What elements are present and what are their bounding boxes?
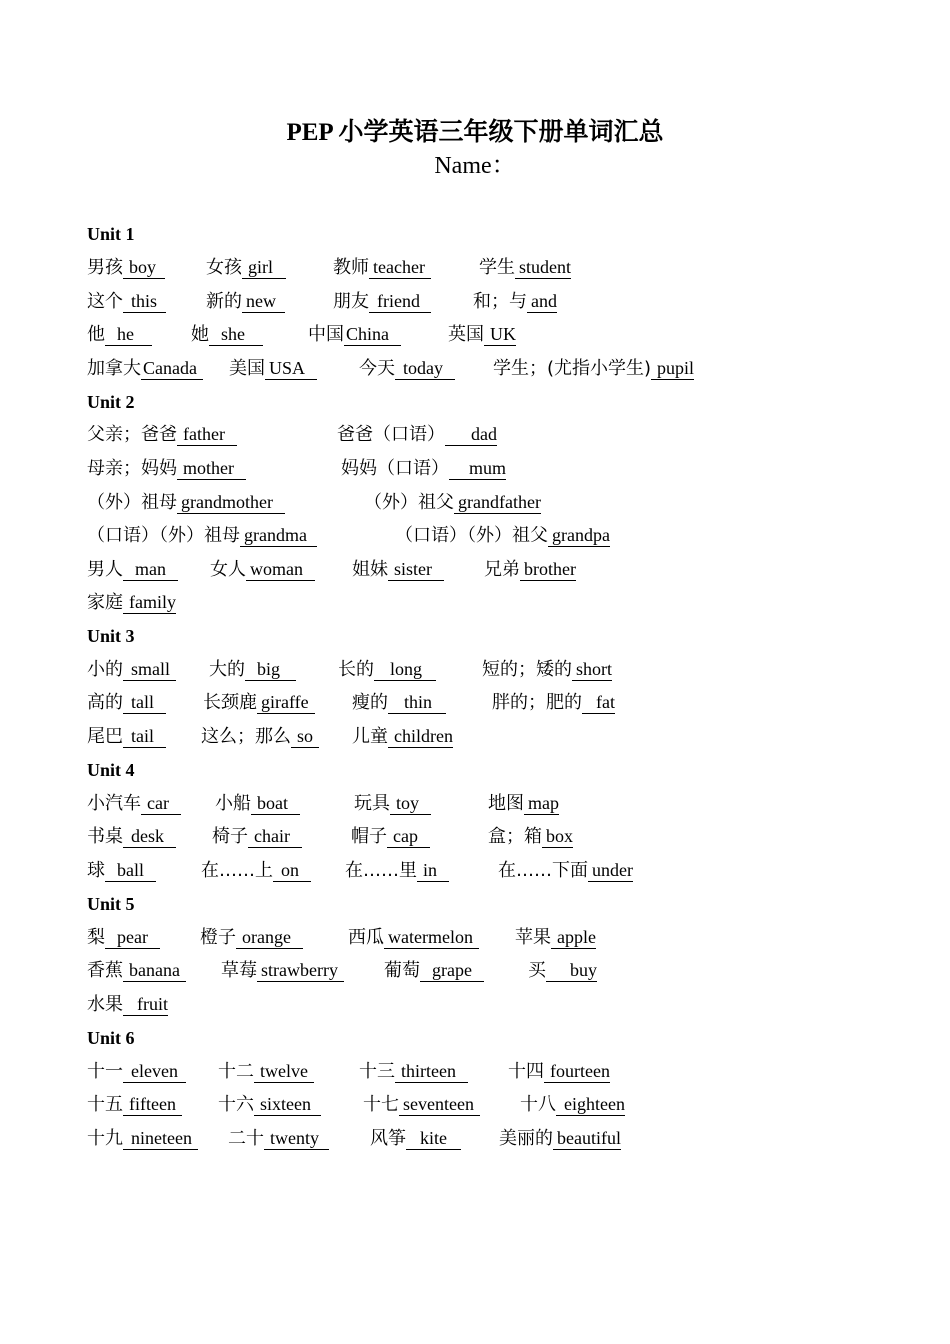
chinese-meaning: 姐妹 [352, 559, 388, 580]
chinese-meaning: 她 [191, 324, 209, 345]
english-word: mum [449, 458, 506, 480]
vocab-entry [87, 790, 181, 817]
chinese-meaning: 学生 [479, 257, 515, 278]
vocab-row [87, 455, 947, 481]
chinese-meaning: 新的 [206, 291, 242, 312]
english-word: grandmother [177, 492, 285, 514]
chinese-meaning: 十七 [363, 1094, 399, 1115]
chinese-meaning: 长的 [338, 659, 374, 680]
english-word: long [374, 659, 436, 681]
vocab-entry [87, 1058, 186, 1085]
vocab-row [87, 1125, 947, 1151]
english-word: fruit [123, 994, 168, 1016]
vocab-entry [351, 823, 430, 850]
vocab-row [87, 1058, 947, 1084]
vocab-entry [528, 957, 597, 984]
vocab-entry [308, 321, 401, 348]
chinese-meaning: 椅子 [212, 826, 248, 847]
vocab-entry [87, 556, 178, 583]
english-word: big [245, 659, 296, 681]
english-word: grandpa [548, 525, 610, 547]
vocab-entry [87, 489, 285, 516]
vocab-entry [498, 857, 633, 884]
english-word: twelve [254, 1061, 314, 1083]
vocab-row [87, 991, 947, 1017]
unit-heading: Unit 1 [87, 224, 135, 244]
chinese-meaning: 尾巴 [87, 726, 123, 747]
chinese-meaning: 玩具 [354, 793, 390, 814]
vocab-entry [395, 522, 610, 549]
english-word: family [123, 592, 176, 614]
title-prefix: PEP [286, 119, 333, 146]
english-word: beautiful [553, 1128, 621, 1150]
chinese-meaning: 妈妈（口语） [341, 458, 449, 479]
chinese-meaning: 地图 [488, 793, 524, 814]
english-word: apple [551, 927, 596, 949]
english-word: fourteen [544, 1061, 610, 1083]
vocab-row [87, 288, 947, 314]
chinese-meaning: 十五 [87, 1094, 123, 1115]
unit-heading: Unit 2 [87, 392, 135, 412]
page-title [0, 114, 950, 151]
english-word: buy [546, 960, 597, 982]
chinese-meaning: 风筝 [370, 1128, 406, 1149]
vocab-entry [370, 1125, 461, 1152]
english-word: nineteen [123, 1128, 198, 1150]
chinese-meaning: 美丽的 [499, 1128, 553, 1149]
vocab-entry [228, 1125, 329, 1152]
chinese-meaning: 美国 [229, 358, 265, 379]
vocab-entry [87, 723, 166, 750]
chinese-meaning: 这个 [87, 291, 123, 312]
chinese-meaning: 梨 [87, 927, 105, 948]
chinese-meaning: 他 [87, 324, 105, 345]
vocab-entry [87, 522, 317, 549]
chinese-meaning: 母亲；妈妈 [87, 458, 177, 479]
english-word: fat [582, 692, 615, 714]
vocab-entry [345, 857, 449, 884]
chinese-meaning: 朋友 [333, 291, 369, 312]
vocab-row [87, 1091, 947, 1117]
chinese-meaning: 十二 [218, 1061, 254, 1082]
vocab-entry [520, 1091, 625, 1118]
vocab-row [87, 823, 947, 849]
chinese-meaning: 水果 [87, 994, 123, 1015]
vocab-entry [206, 254, 286, 281]
vocab-row [87, 790, 947, 816]
vocab-entry [87, 656, 176, 683]
english-word: she [209, 324, 263, 346]
vocab-entry [352, 556, 444, 583]
name-label: Name： [434, 153, 516, 179]
vocab-entry [364, 489, 541, 516]
vocab-entry [338, 656, 436, 683]
english-word: kite [406, 1128, 461, 1150]
vocab-entry [87, 991, 168, 1018]
vocab-entry [221, 957, 344, 984]
chinese-meaning: 二十 [228, 1128, 264, 1149]
chinese-meaning: 今天 [359, 358, 395, 379]
chinese-meaning: （外）祖父 [364, 492, 454, 513]
english-word: twenty [264, 1128, 329, 1150]
vocab-entry [87, 689, 166, 716]
chinese-meaning: 盒；箱 [488, 826, 542, 847]
chinese-meaning: 短的；矮的 [482, 659, 572, 680]
chinese-meaning: 在……上 [201, 860, 273, 881]
vocab-entry [87, 254, 165, 281]
english-word: USA [265, 358, 317, 380]
english-word: so [291, 726, 319, 748]
english-word: tail [123, 726, 166, 748]
english-word: sister [388, 559, 444, 581]
chinese-meaning: 苹果 [515, 927, 551, 948]
vocab-entry [352, 689, 446, 716]
vocab-row [87, 957, 947, 983]
vocab-row [87, 857, 947, 883]
chinese-meaning: 十六 [218, 1094, 254, 1115]
vocab-entry [87, 924, 160, 951]
english-word: in [417, 860, 449, 882]
english-word: cap [387, 826, 430, 848]
english-word: boat [251, 793, 300, 815]
chinese-meaning: 女人 [210, 559, 246, 580]
chinese-meaning: 小的 [87, 659, 123, 680]
unit-heading: Unit 3 [87, 626, 135, 646]
vocab-row [87, 556, 947, 582]
chinese-meaning: 男人 [87, 559, 123, 580]
chinese-meaning: 和；与 [473, 291, 527, 312]
chinese-meaning: 橙子 [200, 927, 236, 948]
chinese-meaning: 这么；那么 [201, 726, 291, 747]
chinese-meaning: 在……里 [345, 860, 417, 881]
vocab-entry [87, 355, 203, 382]
chinese-meaning: 爸爸（口语） [337, 424, 445, 445]
english-word: sixteen [254, 1094, 321, 1116]
unit-heading: Unit 6 [87, 1028, 135, 1048]
english-word: strawberry [257, 960, 344, 982]
english-word: Canada [141, 358, 203, 380]
english-word: new [242, 291, 285, 313]
english-word: grandma [240, 525, 317, 547]
english-word: seventeen [399, 1094, 480, 1116]
chinese-meaning: 教师 [333, 257, 369, 278]
vocab-row [87, 421, 947, 447]
english-word: grape [420, 960, 484, 982]
unit-heading: Unit 4 [87, 760, 135, 780]
english-word: student [515, 257, 571, 279]
english-word: short [572, 659, 612, 681]
chinese-meaning: 书桌 [87, 826, 123, 847]
english-word: father [177, 424, 237, 446]
english-word: and [527, 291, 557, 313]
english-word: woman [246, 559, 315, 581]
english-word: giraffe [257, 692, 315, 714]
vocab-entry [210, 556, 315, 583]
unit-heading: Unit 5 [87, 894, 135, 914]
vocab-entry [201, 857, 311, 884]
english-word: girl [242, 257, 286, 279]
vocab-entry [203, 689, 315, 716]
chinese-meaning: 十三 [359, 1061, 395, 1082]
chinese-meaning: 家庭 [87, 592, 123, 613]
vocab-row [87, 321, 947, 347]
chinese-meaning: 女孩 [206, 257, 242, 278]
chinese-meaning: 儿童 [352, 726, 388, 747]
vocab-row [87, 489, 947, 515]
vocab-row [87, 723, 947, 749]
chinese-meaning: 十一 [87, 1061, 123, 1082]
chinese-meaning: 瘦的 [352, 692, 388, 713]
english-word: box [542, 826, 573, 848]
english-word: tall [123, 692, 166, 714]
chinese-meaning: 球 [87, 860, 105, 881]
english-word: banana [123, 960, 186, 982]
vocab-row [87, 689, 947, 715]
chinese-meaning: 英国 [448, 324, 484, 345]
vocab-entry [333, 288, 431, 315]
vocab-entry [209, 656, 296, 683]
chinese-meaning: 男孩 [87, 257, 123, 278]
vocab-row [87, 355, 947, 381]
chinese-meaning: 学生；(尤指小学生) [493, 358, 652, 379]
english-word: car [141, 793, 181, 815]
chinese-meaning: 十四 [508, 1061, 544, 1082]
chinese-meaning: 小汽车 [87, 793, 141, 814]
english-word: watermelon [384, 927, 479, 949]
vocab-row [87, 589, 947, 615]
vocab-row [87, 254, 947, 280]
vocab-entry [448, 321, 516, 348]
vocab-row [87, 924, 947, 950]
vocab-entry [333, 254, 431, 281]
chinese-meaning: 在……下面 [498, 860, 588, 881]
chinese-meaning: 胖的；肥的 [492, 692, 582, 713]
vocab-entry [87, 823, 176, 850]
english-word: toy [390, 793, 431, 815]
vocab-entry [212, 823, 302, 850]
vocab-entry [359, 1058, 468, 1085]
vocab-entry [229, 355, 317, 382]
english-word: thirteen [395, 1061, 468, 1083]
english-word: under [588, 860, 633, 882]
english-word: friend [369, 291, 431, 313]
english-word: pear [105, 927, 160, 949]
english-word: children [388, 726, 453, 748]
chinese-meaning: 兄弟 [484, 559, 520, 580]
vocab-entry [87, 455, 246, 482]
english-word: this [123, 291, 166, 313]
vocab-entry [515, 924, 596, 951]
vocab-entry [191, 321, 263, 348]
english-word: he [105, 324, 152, 346]
english-word: boy [123, 257, 165, 279]
english-word: fifteen [123, 1094, 182, 1116]
vocab-entry [218, 1058, 314, 1085]
vocab-entry [473, 288, 557, 315]
vocab-entry [87, 421, 237, 448]
chinese-meaning: 中国 [308, 324, 344, 345]
vocab-entry [484, 556, 576, 583]
vocab-entry [87, 589, 176, 616]
chinese-meaning: 十八 [520, 1094, 556, 1115]
english-word: thin [388, 692, 446, 714]
vocab-entry [337, 421, 497, 448]
vocab-entry [354, 790, 431, 817]
english-word: today [395, 358, 455, 380]
vocab-entry [206, 288, 285, 315]
vocab-entry [493, 355, 694, 382]
vocab-entry [218, 1091, 321, 1118]
vocab-entry [201, 723, 319, 750]
vocab-entry [87, 857, 156, 884]
chinese-meaning: 葡萄 [384, 960, 420, 981]
chinese-meaning: 帽子 [351, 826, 387, 847]
title-text: 小学英语三年级下册单词汇总 [338, 117, 664, 146]
english-word: brother [520, 559, 576, 581]
english-word: teacher [369, 257, 431, 279]
vocab-entry [200, 924, 303, 951]
vocab-entry [384, 957, 484, 984]
chinese-meaning: 小船 [215, 793, 251, 814]
english-word: man [123, 559, 178, 581]
vocab-entry [479, 254, 571, 281]
chinese-meaning: （外）祖母 [87, 492, 177, 513]
english-word: grandfather [454, 492, 541, 514]
chinese-meaning: 草莓 [221, 960, 257, 981]
chinese-meaning: 父亲；爸爸 [87, 424, 177, 445]
chinese-meaning: 香蕉 [87, 960, 123, 981]
vocab-entry [499, 1125, 621, 1152]
chinese-meaning: 大的 [209, 659, 245, 680]
english-word: map [524, 793, 559, 815]
vocab-entry [508, 1058, 610, 1085]
vocab-entry [352, 723, 453, 750]
vocab-entry [482, 656, 612, 683]
vocab-entry [359, 355, 455, 382]
vocab-entry [215, 790, 300, 817]
vocab-entry [488, 790, 559, 817]
vocab-row [87, 656, 947, 682]
vocab-entry [348, 924, 479, 951]
vocab-entry [488, 823, 573, 850]
english-word: small [123, 659, 176, 681]
english-word: UK [484, 324, 516, 346]
chinese-meaning: 高的 [87, 692, 123, 713]
vocab-entry [341, 455, 506, 482]
vocab-entry [87, 1125, 198, 1152]
chinese-meaning: 长颈鹿 [203, 692, 257, 713]
english-word: desk [123, 826, 176, 848]
vocab-entry [87, 321, 152, 348]
vocab-row [87, 522, 947, 548]
vocab-entry [87, 957, 186, 984]
english-word: orange [236, 927, 303, 949]
english-word: dad [445, 424, 497, 446]
english-word: eighteen [556, 1094, 625, 1116]
english-word: mother [177, 458, 246, 480]
chinese-meaning: （口语）（外）祖母 [87, 525, 240, 546]
english-word: chair [248, 826, 302, 848]
english-word: China [344, 324, 401, 346]
chinese-meaning: 西瓜 [348, 927, 384, 948]
english-word: ball [105, 860, 156, 882]
vocab-entry [492, 689, 615, 716]
vocab-entry [363, 1091, 480, 1118]
chinese-meaning: 十九 [87, 1128, 123, 1149]
vocab-entry [87, 1091, 182, 1118]
english-word: pupil [651, 358, 694, 380]
english-word: eleven [123, 1061, 186, 1083]
english-word: on [273, 860, 311, 882]
chinese-meaning: 加拿大 [87, 358, 141, 379]
chinese-meaning: 买 [528, 960, 546, 981]
chinese-meaning: （口语）（外）祖父 [395, 525, 548, 546]
vocab-entry [87, 288, 166, 315]
